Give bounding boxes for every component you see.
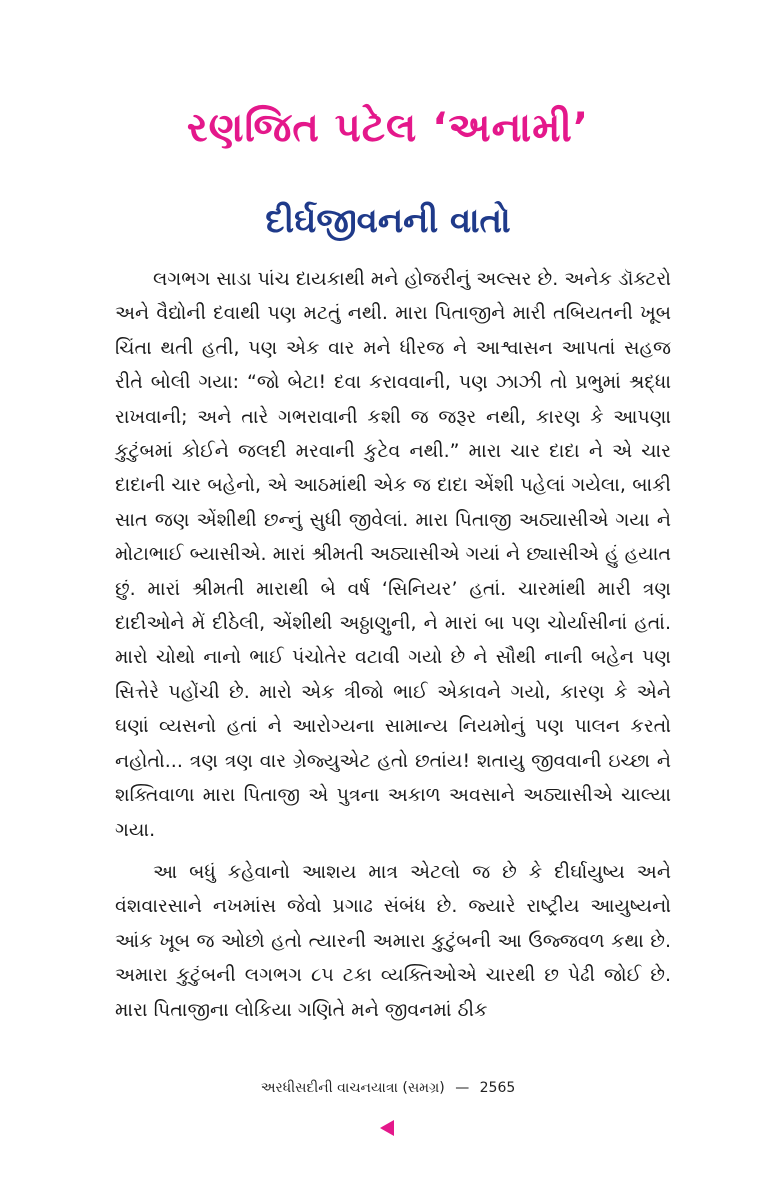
author-name: રણજિત પટેલ ‘અનામી’ [186, 105, 590, 151]
article-body [115, 262, 671, 1027]
paragraph-2: આ બધું કહેવાનો આશય માત્ર એટલો જ છે કે દીર્ઘાયુષ્ય અને વંશવારસાને નખમાંસ જેવો પ્રગાઢ સંબંધ છે. જ્યારે રાષ્ટ્રીય આયુષ્યનો આંક ખૂબ જ ઓછો હતો ત્યારની અમારા કુટુંબની આ ઉજ્જવળ કથા છે. અમારા કુટુંબની લગભગ ૮૫ ટકા વ્યક્તિઓએ ચારથી છ પેઢી જોઈ છે. મારા પિતાજીના લોકિયા ગણિતે મને જીવનમાં ઠીક [115, 860, 671, 1021]
page-number: 2565 [479, 1080, 516, 1096]
footer-dash: — [455, 1080, 470, 1096]
paragraph-1: લગભગ સાડા પાંચ દાયકાથી મને હોજરીનું અલ્સર છે. અનેક ડૉક્ટરો અને વૈદ્યોની દવાથી પણ મટતું નથી. મારા પિતાજીને મારી તબિયતની ખૂબ ચિંતા થતી હતી, પણ એક વાર મને ધીરજ ને આશ્વાસન આપતાં સહજ રીતે બોલી ગયા: “જો બેટા! દવા કરાવવાની, પણ ઝાઝી તો પ્રભુમાં શ્રદ્ધા રાખવાની; અને તારે ગભરાવાની કશી જ જરૂર નથી, કારણ કે આપણા કુટુંબમાં કોઈને જલદી મરવાની કુટેવ નથી.” મારા ચાર દાદા ને એ ચાર દાદાની ચાર બહેનો, એ આઠમાંથી એક જ દાદા એંશી પહેલાં ગયેલા, બાકી સાત જણ એંશીથી છન્નું સુધી જીવેલાં. મારા પિતાજી અઠ્યાસીએ ગયા ને મોટાભાઈ બ્યાસીએ. મારાં શ્રીમતી અઠ્યાસીએ ગયાં ને છ્યાસીએ હું હયાત છું. મારાં શ્રીમતી મારાથી બે વર્ષ ‘સિનિયર’ હતાં. ચારમાંથી મારી ત્રણ દાદીઓને મેં દીઠેલી, એંશીથી અઠ્ઠાણુની, ને મારાં બા પણ ચોર્યાસીનાં હતાં. મારો ચોથો નાનો ભાઈ પંચોતેર વટાવી ગયો છે ને સૌથી નાની બહેન પણ સિત્તેરે પહોંચી છે. મારો એક ત્રીજો ભાઈ એકાવને ગયો, કારણ કે એને ઘણાં વ્યસનો હતાં ને આરોગ્યના સામાન્ય નિયમોનું પણ પાલન કરતો નહોતો... ત્રણ ત્રણ વાર ગ્રેજ્યુએટ હતો છતાંય! શતાયુ જીવવાની ઇચ્છા ને શક્તિવાળા મારા પિતાજી એ પુત્રના અકાળ અવસાને અઠ્યાસીએ ચાલ્યા ગયા. [115, 268, 671, 841]
book-title: અરધીસદીની વાચનયાત્રા (સમગ્ર) [260, 1080, 445, 1096]
page-marker-triangle-icon [380, 1120, 394, 1136]
page-footer [0, 1078, 776, 1098]
page-title: દીર્ઘજીવનની વાતો [265, 201, 511, 241]
